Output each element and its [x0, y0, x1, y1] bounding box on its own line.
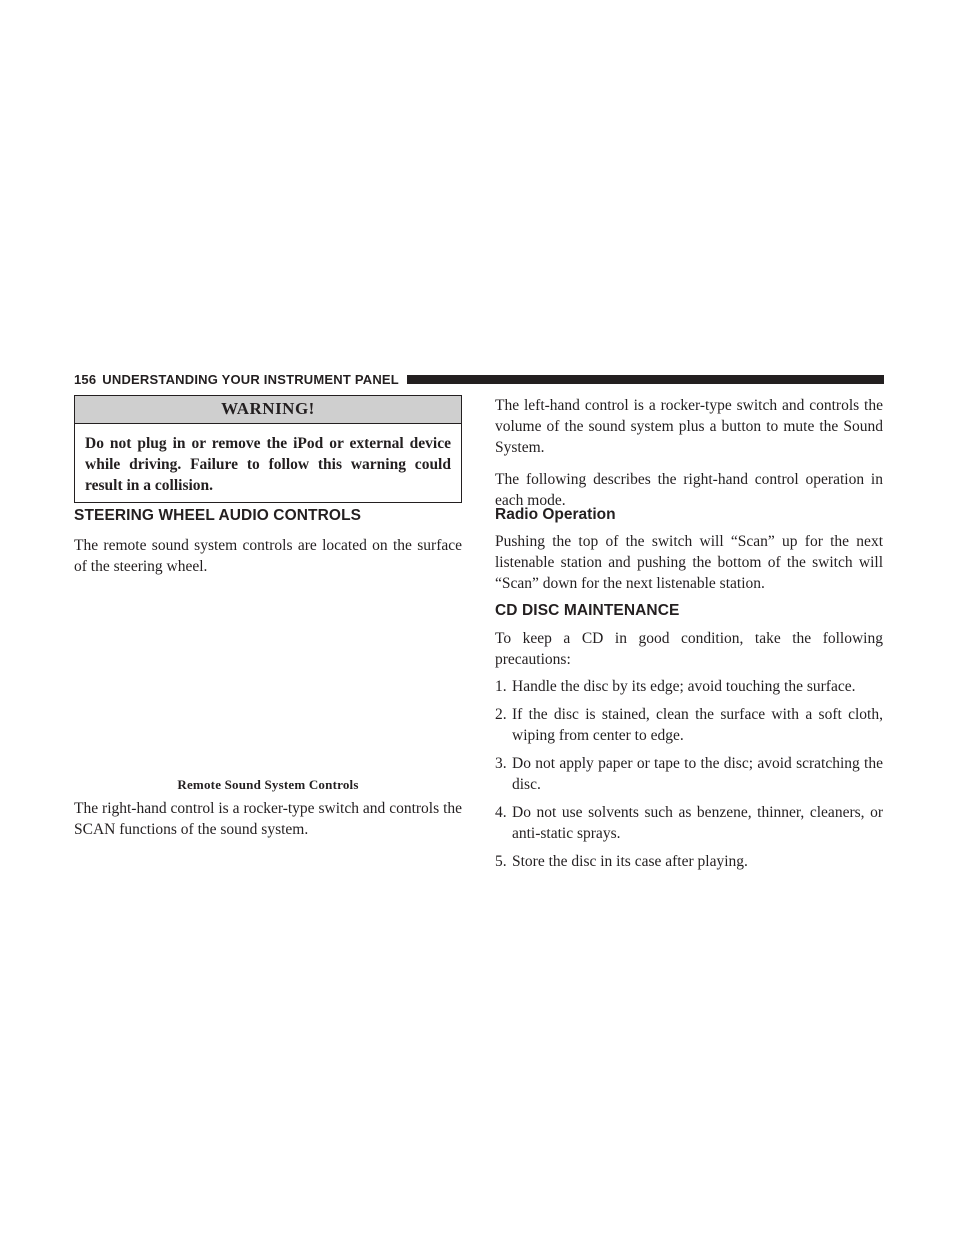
- list-item: [495, 851, 883, 872]
- list-item: [495, 704, 883, 746]
- figure-caption: Remote Sound System Controls: [177, 777, 359, 792]
- steering-heading: STEERING WHEEL AUDIO CONTROLS: [74, 507, 362, 524]
- list-item-number: 1.: [495, 678, 507, 695]
- describes-text: The following describes the right-hand control operation in each mode.: [495, 471, 883, 509]
- list-item-text: Handle the disc by its edge; avoid touching the surface.: [512, 678, 856, 695]
- list-item-number: 4.: [495, 804, 507, 821]
- list-item: [495, 676, 883, 697]
- page-header: [74, 370, 884, 388]
- list-item-number: 2.: [495, 706, 507, 723]
- list-item: [495, 802, 883, 844]
- page-number: 156: [74, 371, 97, 387]
- left-column: [74, 395, 462, 838]
- right-hand-control-text: The right-hand control is a rocker-type switch and controls the SCAN functions of the sound system.: [74, 800, 462, 838]
- list-item-text: Store the disc in its case after playing.: [512, 853, 748, 870]
- cd-intro: To keep a CD in good condition, take the following precautions:: [495, 630, 883, 668]
- radio-heading: Radio Operation: [495, 506, 616, 523]
- figure-placeholder: [74, 595, 462, 765]
- warning-box: [74, 395, 462, 503]
- list-item-text: If the disc is stained, clean the surface with a soft cloth, wiping from center to edge.: [512, 706, 883, 744]
- warning-text: Do not plug in or remove the iPod or external device while driving. Failure to follow this warning could result in a collision.: [85, 435, 451, 494]
- left-hand-control-text: The left-hand control is a rocker-type switch and controls the volume of the sound system plus a button to mute the Sound System.: [495, 397, 883, 456]
- section-title: UNDERSTANDING YOUR INSTRUMENT PANEL: [102, 371, 399, 387]
- list-item-number: 3.: [495, 755, 507, 772]
- warning-title: WARNING!: [75, 396, 461, 424]
- list-item-number: 5.: [495, 853, 507, 870]
- header-rule: [407, 375, 884, 384]
- list-item: [495, 753, 883, 795]
- radio-text: Pushing the top of the switch will “Scan” up for the next listenable station and pushing the bottom of the switch will “Scan” down for the next listenable station.: [495, 533, 883, 592]
- list-item-text: Do not use solvents such as benzene, thinner, cleaners, or anti-static sprays.: [512, 804, 883, 842]
- list-item-text: Do not apply paper or tape to the disc; avoid scratching the disc.: [512, 755, 883, 793]
- steering-intro: The remote sound system controls are located on the surface of the steering wheel.: [74, 537, 462, 575]
- cd-heading: CD DISC MAINTENANCE: [495, 602, 680, 619]
